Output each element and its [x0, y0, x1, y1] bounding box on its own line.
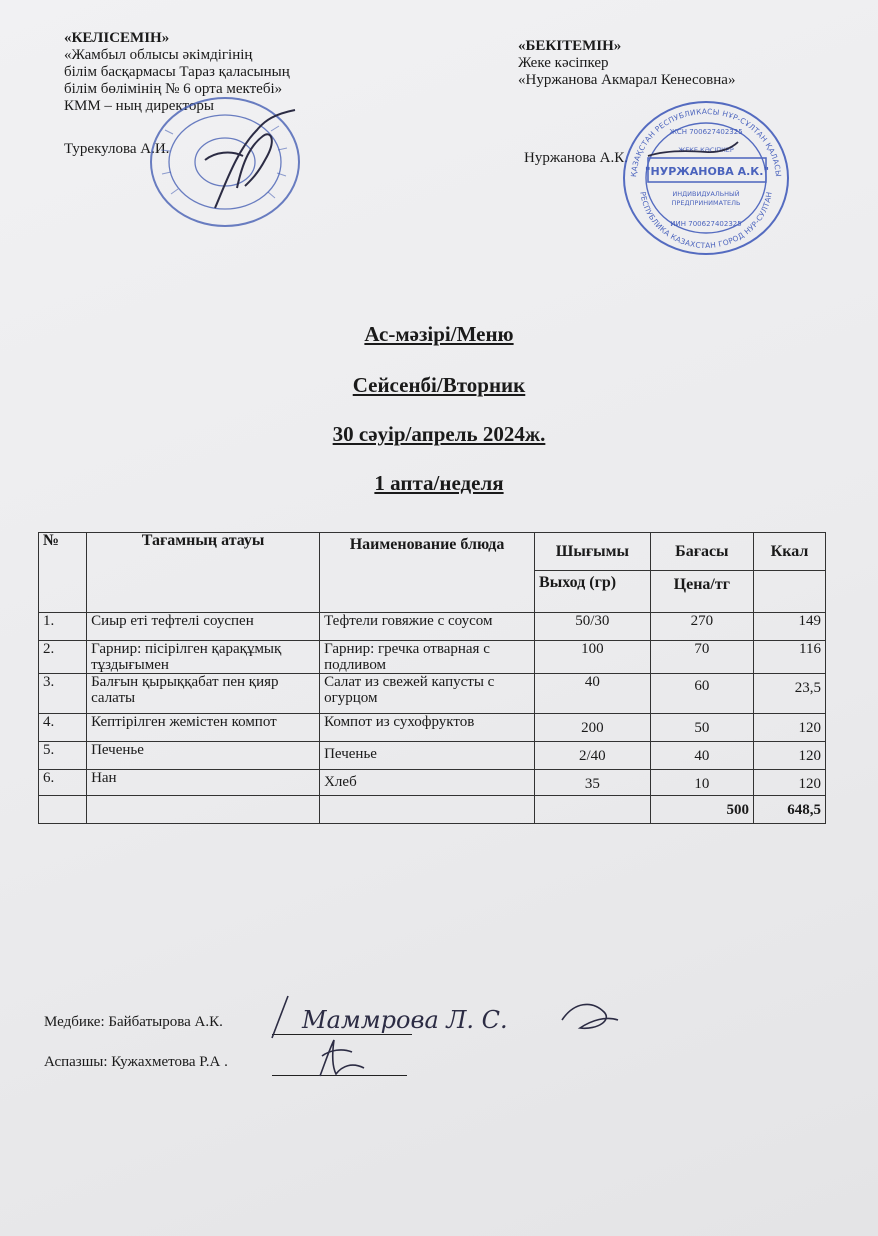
header-kcal: Ккал [754, 533, 826, 571]
stamp-iin-bottom: ИИН 700627402325 [670, 220, 742, 228]
table-row [39, 674, 826, 714]
approval-left-line: білім бөлімінің № 6 орта мектебі» [64, 81, 283, 97]
row-num: 3. [39, 674, 87, 714]
cook-signature-icon [312, 1036, 372, 1080]
row-name-kz: Печенье [87, 742, 320, 770]
header-num: № [39, 533, 87, 613]
row-name-ru: Компот из сухофруктов [320, 714, 535, 742]
row-price: 10 [650, 770, 753, 796]
stamp-upper-text: ЖЕКЕ КӘСІПКЕР [678, 146, 734, 154]
row-name-ru: Хлеб [320, 770, 535, 796]
row-output: 50/30 [535, 613, 651, 641]
row-name-kz: Балғын қырыққабат пен қияр салаты [87, 674, 320, 714]
row-num: 5. [39, 742, 87, 770]
approval-left-line: «Жамбыл облысы әкімдігінің [64, 47, 253, 63]
approval-right-line: «Нуржанова Акмарал Кенесовна» [518, 72, 736, 88]
header-output: Шығымы [535, 533, 651, 571]
week-title: 1 апта/неделя [374, 471, 504, 495]
row-kcal: 23,5 [754, 674, 826, 714]
row-name-ru: Печенье [320, 742, 535, 770]
row-price: 60 [650, 674, 753, 714]
row-price: 50 [650, 714, 753, 742]
approval-left-line: білім басқармасы Тараз қаласының [64, 64, 290, 80]
row-output: 2/40 [535, 742, 651, 770]
approval-right-heading: «БЕКІТЕМІН» [518, 38, 622, 54]
table-row [39, 641, 826, 674]
header-name-kz: Тағамның атауы [87, 533, 320, 613]
approval-left-signer: Турекулова А.И. [64, 141, 170, 157]
cook-signature-line: Аспазшы: Кужахметова Р.А . [44, 1054, 228, 1070]
row-name-kz: Сиыр еті тефтелі соуспен [87, 613, 320, 641]
row-kcal: 120 [754, 714, 826, 742]
header-kcal-sub [754, 571, 826, 613]
row-num: 6. [39, 770, 87, 796]
row-num: 4. [39, 714, 87, 742]
stamp-ring-bottom: РЕСПУБЛИКА КАЗАХСТАН ГОРОД НУР-СУЛТАН [638, 190, 774, 251]
table-row [39, 742, 826, 770]
row-price: 40 [650, 742, 753, 770]
table-row [39, 613, 826, 641]
total-price: 500 [650, 796, 753, 824]
approval-right-block [518, 38, 735, 89]
table-header-row [39, 533, 826, 571]
row-name-kz: Нан [87, 770, 320, 796]
header-output-sub: Выход (гр) [535, 571, 651, 613]
stamp-center-text: "НУРЖАНОВА А.К." [644, 165, 770, 178]
row-price: 270 [650, 613, 753, 641]
stamp-iin-top: ЖСН 700627402325 [669, 128, 743, 136]
total-empty-cell [320, 796, 535, 824]
table-row [39, 770, 826, 796]
nurse-signature-line: Медбике: Байбатырова А.К. [44, 1014, 223, 1030]
row-num: 2. [39, 641, 87, 674]
date-title: 30 сәуір/апрель 2024ж. [332, 422, 546, 446]
header-price: Бағасы [650, 533, 753, 571]
row-output: 200 [535, 714, 651, 742]
handwritten-signature-icon [262, 990, 622, 1042]
row-name-ru: Салат из свежей капусты с огурцом [320, 674, 535, 714]
header-name-ru: Наименование блюда [320, 533, 535, 613]
total-empty-cell [535, 796, 651, 824]
stamp-ring-top: ҚАЗАҚСТАН РЕСПУБЛИКАСЫ НҰР-СҰЛТАН ҚАЛАСЫ [629, 106, 783, 178]
handwritten-note: Маммрова Л. С. [302, 1006, 508, 1034]
stamp-lower-line: ПРЕДПРИНИМАТЕЛЬ [671, 199, 741, 207]
menu-table [38, 532, 826, 824]
day-title: Сейсенбі/Вторник [352, 373, 526, 397]
total-empty-cell [87, 796, 320, 824]
row-kcal: 120 [754, 742, 826, 770]
menu-title: Ас-мәзірі/Меню [364, 322, 514, 346]
total-empty-cell [39, 796, 87, 824]
approval-right-line: Жеке кәсіпкер [518, 55, 609, 71]
row-kcal: 120 [754, 770, 826, 796]
row-kcal: 149 [754, 613, 826, 641]
table-row [39, 714, 826, 742]
row-name-ru: Тефтели говяжие с соусом [320, 613, 535, 641]
row-kcal: 116 [754, 641, 826, 674]
row-name-kz: Гарнир: пісірілген қарақұмық тұздығымен [87, 641, 320, 674]
approval-left-heading: «КЕЛІСЕМІН» [64, 30, 170, 46]
total-kcal: 648,5 [754, 796, 826, 824]
stamp-lower-line: ИНДИВИДУАЛЬНЫЙ [672, 190, 740, 198]
header-price-sub: Цена/тг [650, 571, 753, 613]
row-name-kz: Кептірілген жемістен компот [87, 714, 320, 742]
approval-right-signer: Нуржанова А.К. [524, 150, 629, 166]
row-price: 70 [650, 641, 753, 674]
table-total-row [39, 796, 826, 824]
row-output: 35 [535, 770, 651, 796]
row-num: 1. [39, 613, 87, 641]
entrepreneur-stamp-icon [620, 96, 792, 258]
approval-left-line: КММ – ның директоры [64, 98, 214, 114]
row-output: 100 [535, 641, 651, 674]
school-stamp-icon [145, 90, 315, 230]
row-output: 40 [535, 674, 651, 714]
row-name-ru: Гарнир: гречка отварная с подливом [320, 641, 535, 674]
